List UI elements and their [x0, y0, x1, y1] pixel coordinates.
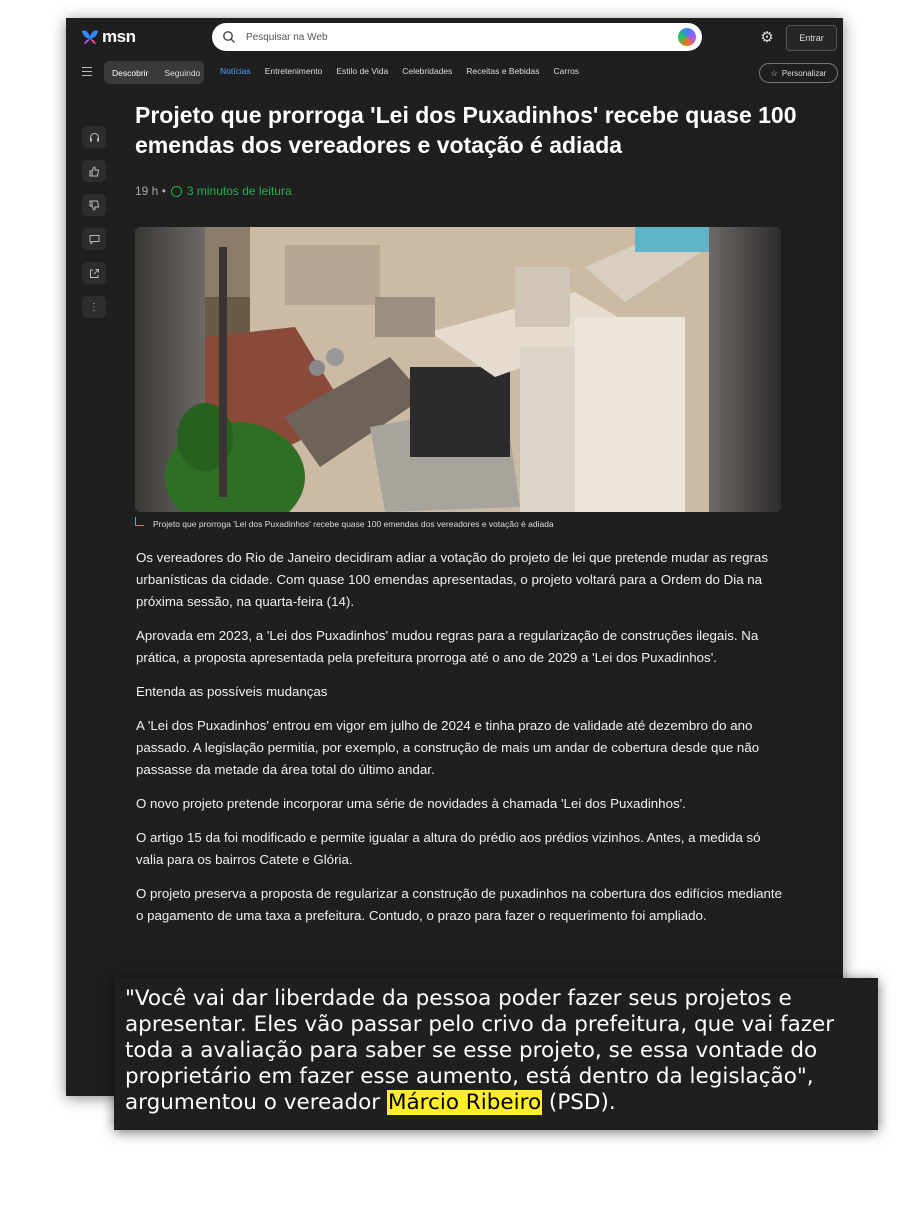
hamburger-menu-icon[interactable]	[82, 67, 92, 76]
top-bar	[66, 18, 843, 58]
tab-estilo-de-vida[interactable]: Estilo de Vida	[336, 66, 389, 76]
msn-logo[interactable]	[80, 27, 135, 47]
copilot-icon[interactable]	[678, 28, 696, 46]
article-meta	[135, 184, 292, 198]
photo-caption	[135, 519, 554, 529]
msn-butterfly-icon	[80, 27, 100, 47]
quote-text: "Você vai dar liberdade da pessoa poder fazer seus projetos e apresentar. Eles vão passar pelo crivo da prefeitura, que vai fazer toda a avaliação para saber se esse projeto, se essa vontade do proprietário em fazer esse aumento, está dentro da legislação", argumentou o vereador	[125, 986, 835, 1115]
browser-screenshot	[66, 18, 843, 1096]
gear-icon[interactable]: ⚙	[760, 29, 774, 46]
read-time: 3 minutos de leitura	[186, 184, 292, 198]
segment-descobrir[interactable]: Descobrir	[112, 67, 149, 78]
rooftops-aerial-image	[135, 227, 781, 512]
sparkle-icon: ☆	[770, 68, 778, 78]
publish-time: 19 h •	[135, 184, 166, 198]
thumbs-down-icon[interactable]	[82, 194, 106, 216]
tab-receitas-e-bebidas[interactable]: Receitas e Bebidas	[466, 66, 540, 76]
sign-in-button[interactable]: Entrar	[786, 25, 837, 51]
article-body	[136, 547, 786, 939]
feed-segment-control	[104, 61, 204, 84]
search-icon	[222, 30, 236, 44]
comment-icon[interactable]	[82, 228, 106, 250]
tab-entretenimento[interactable]: Entretenimento	[264, 66, 323, 76]
paragraph-5: O artigo 15 da foi modificado e permite igualar a altura do prédio aos prédios vizinhos. Antes, a medida só valia para os bairros Catete e Glória.	[136, 830, 761, 867]
timer-icon	[171, 186, 182, 197]
article-photo[interactable]	[135, 227, 781, 512]
pull-quote-overlay	[114, 978, 878, 1130]
tab-celebridades[interactable]: Celebridades	[402, 66, 453, 76]
search-bar[interactable]	[212, 23, 702, 51]
paragraph-2: Aprovada em 2023, a 'Lei dos Puxadinhos' mudou regras para a regularização de construções ilegais. Na prática, a proposta apresentada pela prefeitura prorroga até o ano de 2029 a 'Lei dos Puxadinhos'.	[136, 628, 759, 665]
category-tabs	[220, 66, 579, 76]
paragraph-3: A 'Lei dos Puxadinhos' entrou em vigor em julho de 2024 e tinha prazo de validade até dezembro do ano passado. A legislação permitia, por exemplo, a construção de mais um andar de cobertura desde que não passasse da metade da área total do último andar.	[136, 718, 760, 777]
caption-corner-icon	[135, 517, 144, 526]
caption-text: Projeto que prorroga 'Lei dos Puxadinhos' recebe quase 100 emendas dos vereadores e votação é adiada	[153, 519, 554, 529]
paragraph-6: O projeto preserva a proposta de regularizar a construção de puxadinhos na cobertura dos edifícios mediante o pagamento de uma taxa a prefeitura. Contudo, o prazo para fazer o requerimento foi ampliado.	[136, 886, 783, 923]
action-rail	[82, 126, 108, 330]
nav-bar	[66, 58, 843, 88]
paragraph-1: Os vereadores do Rio de Janeiro decidiram adiar a votação do projeto de lei que pretende mudar as regras urbanísticas da cidade. Com quase 100 emendas apresentadas, o projeto voltará para a Ordem do Dia na próxima sessão, na quarta-feira (14).	[136, 550, 768, 609]
logo-text: msn	[102, 27, 136, 46]
search-input[interactable]	[244, 31, 668, 44]
personalize-button[interactable]	[759, 63, 838, 83]
tab-noticias[interactable]: Notícias	[220, 66, 251, 76]
paragraph-4: O novo projeto pretende incorporar uma série de novidades à chamada 'Lei dos Puxadinhos'.	[136, 796, 686, 811]
article-title: Projeto que prorroga 'Lei dos Puxadinhos' recebe quase 100 emendas dos vereadores e votação é adiada	[135, 102, 797, 158]
tab-carros[interactable]: Carros	[553, 66, 580, 76]
more-icon[interactable]: ⋮	[82, 296, 106, 318]
subheading: Entenda as possíveis mudanças	[136, 684, 328, 699]
highlighted-name: Márcio Ribeiro	[387, 1090, 542, 1115]
headphones-icon[interactable]	[82, 126, 106, 148]
personalize-label: Personalizar	[781, 68, 827, 78]
segment-seguindo[interactable]: Seguindo	[164, 67, 201, 78]
quote-ending: (PSD).	[542, 1090, 616, 1115]
thumbs-up-icon[interactable]	[82, 160, 106, 182]
share-icon[interactable]	[82, 262, 106, 284]
